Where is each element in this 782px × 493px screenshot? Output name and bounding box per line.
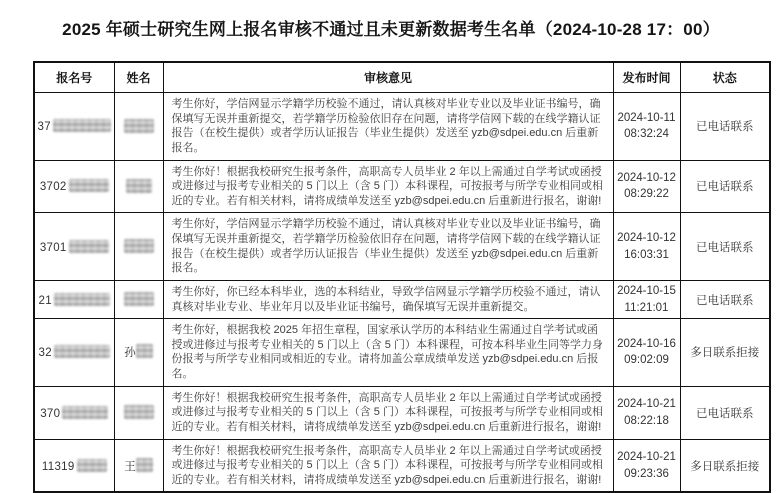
name-cell — [114, 213, 163, 281]
registration-id-prefix: 370 — [40, 407, 61, 420]
redacted-registration-id — [53, 119, 111, 132]
registration-id-cell — [34, 386, 114, 439]
review-comment-cell: 考生你好！根据我校研究生报考条件，高职高专人员毕业 2 年以上需通过自学考试或函授或进修过与报考专业相关的 5 门以上（含 5 门）本科课程，可按报考与所学专业相同或相近的专业。若有相关材料，请将成绩单发送至 yzb@sdpei.edu.cn 后重新进行报名，谢谢! — [163, 386, 613, 439]
header-name: 姓名 — [114, 62, 163, 93]
page-title: 2025 年硕士研究生网上报名审核不通过且未更新数据考生名单（2024-10-28 17：00） — [62, 20, 720, 39]
review-comment-cell: 考生你好，你已经本科毕业，选的本科结业，导致学信网显示学籍学历校验不通过，请认真核对毕业专业、毕业年月以及毕业证书编号，确保填写无误并重新提交。 — [163, 280, 613, 318]
name-prefix: 王 — [124, 460, 136, 473]
header-registration-id: 报名号 — [34, 62, 114, 93]
redacted-name — [136, 458, 153, 472]
publish-clock: 16:03:31 — [624, 248, 669, 261]
publish-time-cell — [613, 160, 680, 213]
publish-clock: 09:02:09 — [624, 354, 669, 367]
status-cell: 多日联系拒接 — [680, 319, 770, 387]
publish-date: 2024-10-21 — [617, 397, 676, 410]
table-row — [34, 319, 770, 387]
name-cell — [114, 439, 163, 492]
status-cell: 已电话联系 — [680, 93, 770, 161]
publish-clock: 08:32:24 — [624, 128, 669, 141]
table-row — [34, 93, 770, 161]
registration-id-prefix: 3701 — [39, 241, 67, 254]
header-status: 状态 — [680, 62, 770, 93]
registration-id-prefix: 32 — [38, 347, 52, 360]
redacted-name — [126, 179, 152, 193]
name-cell — [114, 319, 163, 387]
registration-id-prefix: 37 — [37, 121, 51, 134]
registration-id-cell — [34, 439, 114, 492]
review-comment-cell: 考生你好！根据我校研究生报考条件，高职高专人员毕业 2 年以上需通过自学考试或函授或进修过与报考专业相关的 5 门以上（含 5 门）本科课程，可按报考与所学专业相同或相近的专业。若有相关材料，请将成绩单发送至 yzb@sdpei.edu.cn 后重新进行报名，谢谢! — [163, 439, 613, 492]
publish-clock: 09:23:36 — [624, 467, 669, 480]
review-comment-cell: 考生你好！根据我校研究生报考条件，高职高专人员毕业 2 年以上需通过自学考试或函授或进修过与报考专业相关的 5 门以上（含 5 门）本科课程，可按报考与所学专业相同或相近的专业。若有相关材料，请将成绩单发送至 yzb@sdpei.edu.cn 后重新进行报名，谢谢! — [163, 160, 613, 213]
status-cell: 多日联系拒接 — [680, 439, 770, 492]
table-row — [34, 280, 770, 318]
review-comment-cell: 考生你好，学信网显示学籍学历校验不通过，请认真核对毕业专业以及毕业证书编号，确保填写无误并重新提交，若学籍学历检验依旧存在问题，请将学信网下载的在线学籍认证报告（在校生提供）或者学历认证报告（毕业生提供）发送至 yzb@sdpei.edu.cn 后重新报名。 — [163, 93, 613, 161]
name-cell — [114, 386, 163, 439]
table-row — [34, 439, 770, 492]
name-cell — [114, 93, 163, 161]
name-cell — [114, 280, 163, 318]
redacted-registration-id — [69, 240, 109, 253]
publish-clock: 08:22:18 — [624, 414, 669, 427]
registration-id-cell — [34, 319, 114, 387]
registration-id-prefix: 21 — [38, 294, 52, 307]
status-cell: 已电话联系 — [680, 280, 770, 318]
registration-id-cell — [34, 280, 114, 318]
publish-date: 2024-10-11 — [617, 111, 676, 124]
publish-date: 2024-10-16 — [617, 337, 676, 350]
redacted-registration-id — [54, 293, 110, 306]
publish-clock: 08:29:22 — [624, 188, 669, 201]
table-header-row — [34, 62, 770, 93]
candidate-table — [33, 61, 771, 493]
redacted-name — [124, 239, 154, 253]
publish-time-cell — [613, 93, 680, 161]
registration-id-cell — [34, 93, 114, 161]
registration-id-prefix: 11319 — [41, 460, 75, 473]
name-prefix: 孙 — [124, 347, 136, 360]
publish-date: 2024-10-15 — [617, 284, 676, 297]
redacted-registration-id — [77, 459, 107, 472]
publish-time-cell — [613, 386, 680, 439]
status-cell: 已电话联系 — [680, 160, 770, 213]
publish-time-cell — [613, 319, 680, 387]
registration-id-prefix: 3702 — [39, 181, 67, 194]
registration-id-cell — [34, 160, 114, 213]
publish-clock: 11:21:01 — [624, 301, 669, 314]
redacted-registration-id — [54, 345, 110, 358]
name-cell — [114, 160, 163, 213]
status-cell: 已电话联系 — [680, 386, 770, 439]
review-comment-cell: 考生你好，学信网显示学籍学历校验不通过，请认真核对毕业专业以及毕业证书编号，确保填写无误并重新提交，若学籍学历检验依旧存在问题，请将学信网下载的在线学籍认证报告（在校生提供）或者学历认证报告（毕业生提供）发送至 yzb@sdpei.edu.cn 后重新报名。 — [163, 213, 613, 281]
redacted-name — [124, 405, 154, 419]
publish-date: 2024-10-12 — [617, 171, 676, 184]
table-row — [34, 386, 770, 439]
redacted-name — [136, 344, 153, 358]
header-review-comment: 审核意见 — [163, 62, 613, 93]
table-row — [34, 213, 770, 281]
header-publish-time: 发布时间 — [613, 62, 680, 93]
redacted-registration-id — [69, 179, 109, 192]
redacted-name — [124, 119, 154, 133]
review-comment-cell: 考生你好，根据我校 2025 年招生章程，国家承认学历的本科结业生需通过自学考试或函授或进修过与报考专业相关的 5 门以上（含 5 门）本科课程，可按本科毕业生同等学力身份报考与所学专业相同或相近的专业。请将加盖公章成绩单发送 yzb@sdpei.edu.cn 后报名。 — [163, 319, 613, 387]
status-cell: 已电话联系 — [680, 213, 770, 281]
publish-date: 2024-10-21 — [617, 450, 676, 463]
redacted-registration-id — [62, 406, 108, 419]
publish-time-cell — [613, 280, 680, 318]
table-row — [34, 160, 770, 213]
publish-time-cell — [613, 439, 680, 492]
publish-time-cell — [613, 213, 680, 281]
redacted-name — [124, 292, 154, 306]
registration-id-cell — [34, 213, 114, 281]
publish-date: 2024-10-12 — [617, 231, 676, 244]
